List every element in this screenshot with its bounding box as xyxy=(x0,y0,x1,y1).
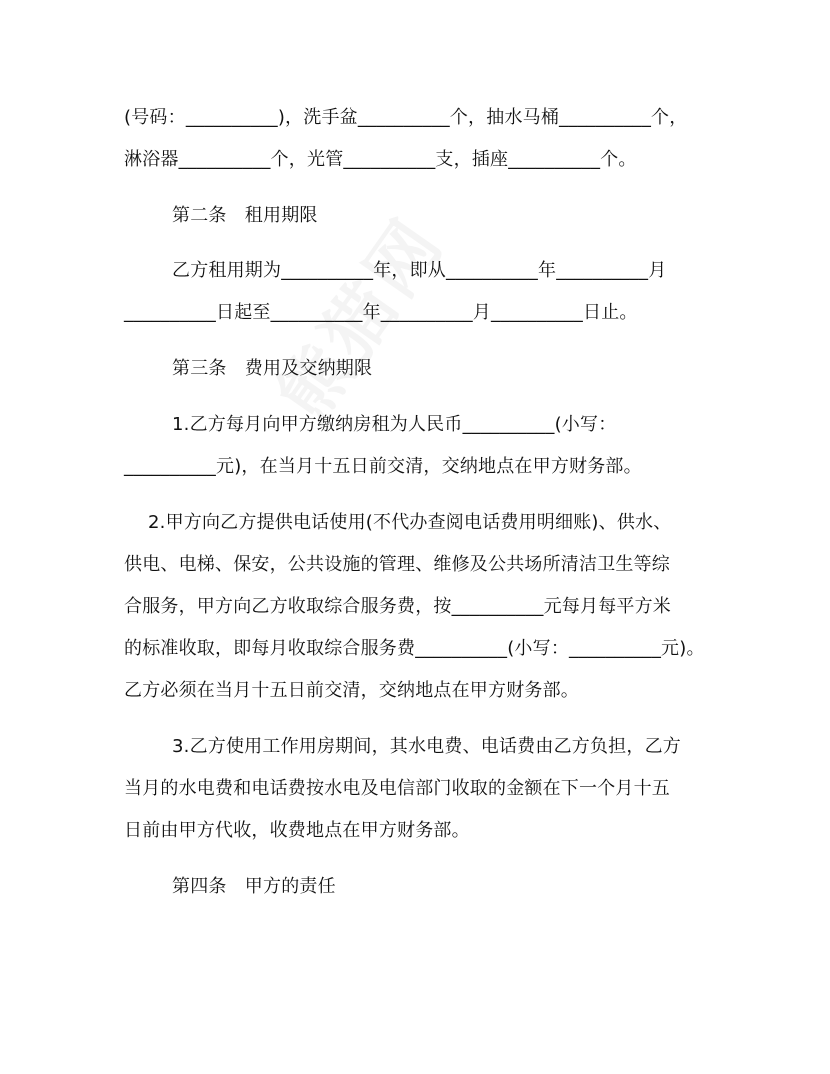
text-line-utilities-cont1: 当月的水电费和电话费按水电及电信部门收取的金额在下一个月十五 xyxy=(124,778,670,799)
text-line-rent: 1.乙方每月向甲方缴纳房租为人民币__________(小写： xyxy=(172,414,617,435)
text-line-rent-cont: __________元)，在当月十五日前交清，交纳地点在甲方财务部。 xyxy=(124,456,642,477)
text-line-lease-period: 乙方租用期为__________年，即从__________年__________月 xyxy=(172,260,667,281)
text-line-room-fixtures: (号码：__________)，洗手盆__________个，抽水马桶__________个， xyxy=(124,107,688,128)
text-line-utilities: 3.乙方使用工作用房期间，其水电费、电话费由乙方负担，乙方 xyxy=(172,736,681,757)
text-line-services: 2.甲方向乙方提供电话使用(不代办查阅电话费用明细账)、供水、 xyxy=(148,512,672,533)
text-line-utilities-cont2: 日前由甲方代收，收费地点在甲方财务部。 xyxy=(124,820,470,841)
section-heading-fees: 第三条 费用及交纳期限 xyxy=(172,358,373,379)
text-line-services-cont2: 合服务，甲方向乙方收取综合服务费，按__________元每月每平方米 xyxy=(124,596,671,617)
text-line-services-cont3: 的标准收取，即每月收取综合服务费__________(小写：__________元)。 xyxy=(124,638,705,659)
section-heading-lease-term: 第二条 租用期限 xyxy=(172,205,318,226)
text-line-services-cont1: 供电、电梯、保安，公共设施的管理、维修及公共场所清洁卫生等综 xyxy=(124,554,670,575)
text-line-lease-period-cont: __________日起至__________年__________月__________日止。 xyxy=(124,302,638,323)
text-line-services-cont4: 乙方必须在当月十五日前交清，交纳地点在甲方财务部。 xyxy=(124,680,579,701)
section-heading-party-a-duties: 第四条 甲方的责任 xyxy=(172,876,336,897)
text-line-fixtures-cont: 淋浴器__________个，光管__________支，插座__________个。 xyxy=(124,149,637,170)
